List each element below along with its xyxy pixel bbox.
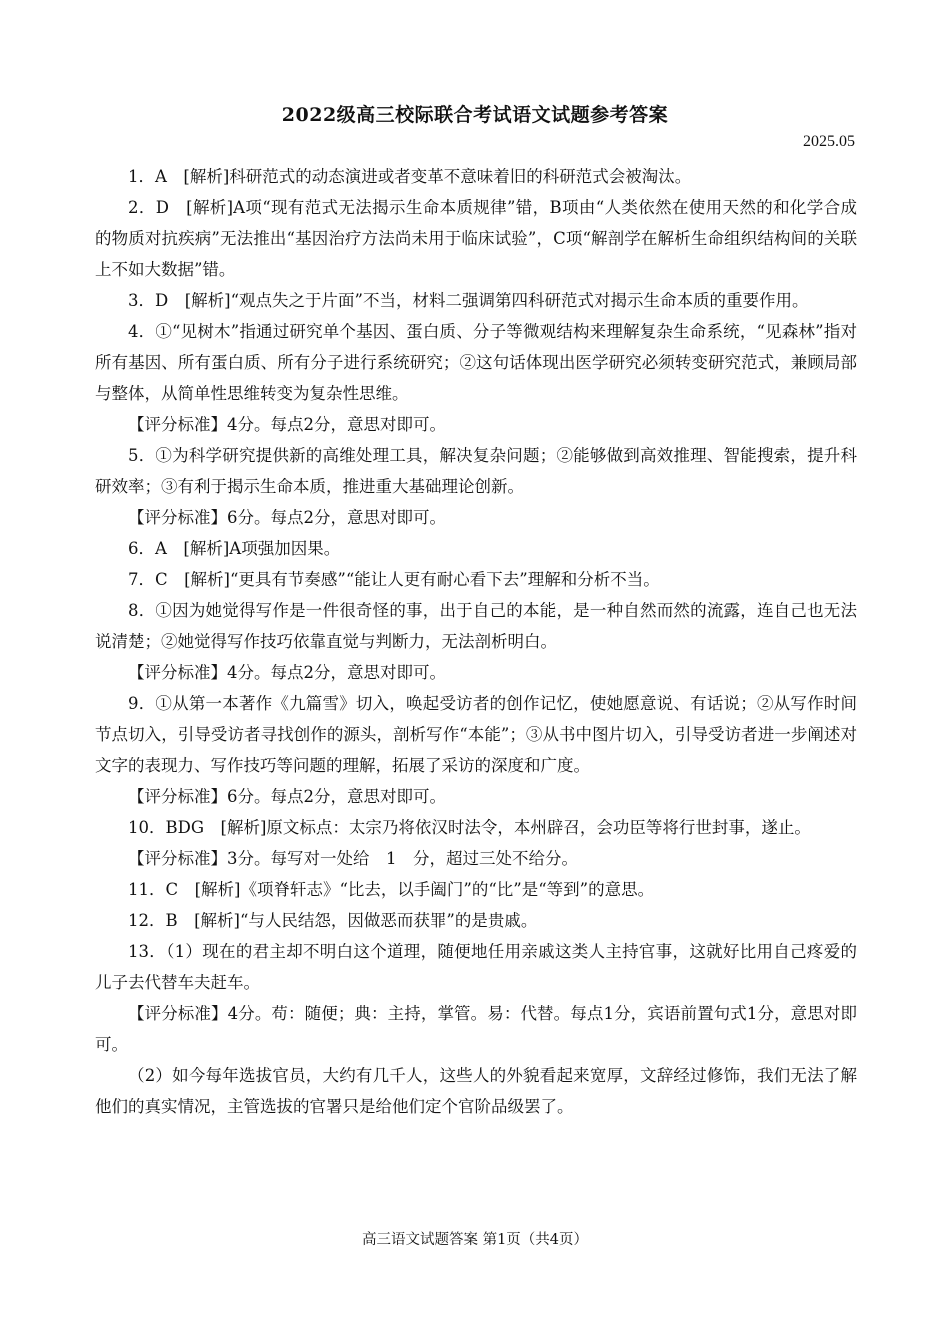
- scoring-criteria: 【评分标准】6分。每点2分，意思对即可。: [128, 508, 446, 527]
- answer-item: 8．①因为她觉得写作是一件很奇怪的事，出于自己的本能，是一种自然而然的流露，连自己也无法说清楚；②她觉得写作技巧依靠直觉与判断力，无法剖析明白。: [95, 601, 857, 651]
- page-title: 2022级高三校际联合考试语文试题参考答案: [281, 104, 669, 126]
- answer-item: 13．（1）现在的君主却不明白这个道理，随便地任用亲戚这类人主持官事，这就好比用自己疼爱的儿子去代替车夫赶车。: [95, 942, 857, 992]
- answer-item: 9．①从第一本著作《九篇雪》切入，唤起受访者的创作记忆，使她愿意说、有话说；②从写作时间节点切入，引导受访者寻找创作的源头，剖析写作“本能”；③从书中图片切入，引导受访者进一步阐述对文字的表现力、写作技巧等问题的理解，拓展了采访的深度和广度。: [95, 694, 857, 775]
- page-footer: 高三语文试题答案 第1页（共4页）: [361, 1232, 589, 1248]
- scoring-criteria: 【评分标准】6分。每点2分，意思对即可。: [128, 787, 446, 806]
- scoring-criteria: 【评分标准】4分。苟：随便；典：主持，掌管。易：代替。每点1分，宾语前置句式1分，意思对即可。: [95, 1004, 857, 1054]
- answer-item: 5．①为科学研究提供新的高维处理工具，解决复杂问题；②能够做到高效推理、智能搜索，提升科研效率；③有利于揭示生命本质，推进重大基础理论创新。: [95, 446, 857, 496]
- answer-item: 1．A [解析]科研范式的动态演进或者变革不意味着旧的科研范式会被淘汰。: [128, 167, 692, 186]
- answer-item: 10．BDG [解析]原文标点：太宗乃将依汉时法令，本州辟召，会功臣等将行世封事，遂止。: [128, 818, 811, 837]
- answer-item: 4．①“见树木”指通过研究单个基因、蛋白质、分子等微观结构来理解复杂生命系统，“见森林”指对所有基因、所有蛋白质、所有分子进行系统研究；②这句话体现出医学研究必须转变研究范式，兼顾局部与整体，从简单性思维转变为复杂性思维。: [95, 322, 857, 403]
- answer-item: 11．C [解析]《项脊轩志》“比去，以手阖门”的“比”是“等到”的意思。: [128, 880, 655, 899]
- answer-item: （2）如今每年选拔官员，大约有几千人，这些人的外貌看起来宽厚，文辞经过修饰，我们无法了解他们的真实情况，主管选拔的官署只是给他们定个官阶品级罢了。: [95, 1066, 857, 1116]
- answer-item: 2．D [解析]A项“现有范式无法揭示生命本质规律”错，B项由“人类依然在使用天然的和化学合成的物质对抗疾病”无法推出“基因治疗方法尚未用于临床试验”，C项“解剖学在解析生命组织结构间的关联上不如大数据”错。: [95, 198, 857, 279]
- scoring-criteria: 【评分标准】4分。每点2分，意思对即可。: [128, 663, 446, 682]
- answer-body: [95, 161, 857, 1122]
- answer-item: 7．C [解析]“更具有节奏感”“能让人更有耐心看下去”理解和分析不当。: [128, 570, 660, 589]
- scoring-criteria: 【评分标准】3分。每写对一处给 1 分，超过三处不给分。: [128, 849, 578, 868]
- exam-date: 2025.05: [803, 133, 855, 150]
- scoring-criteria: 【评分标准】4分。每点2分，意思对即可。: [128, 415, 446, 434]
- answer-item: 6．A [解析]A项强加因果。: [128, 539, 341, 558]
- answer-item: 3．D [解析]“观点失之于片面”不当，材料二强调第四科研范式对揭示生命本质的重要作用。: [128, 291, 809, 310]
- answer-item: 12．B [解析]“与人民结怨，因做恶而获罪”的是贵戚。: [128, 911, 538, 930]
